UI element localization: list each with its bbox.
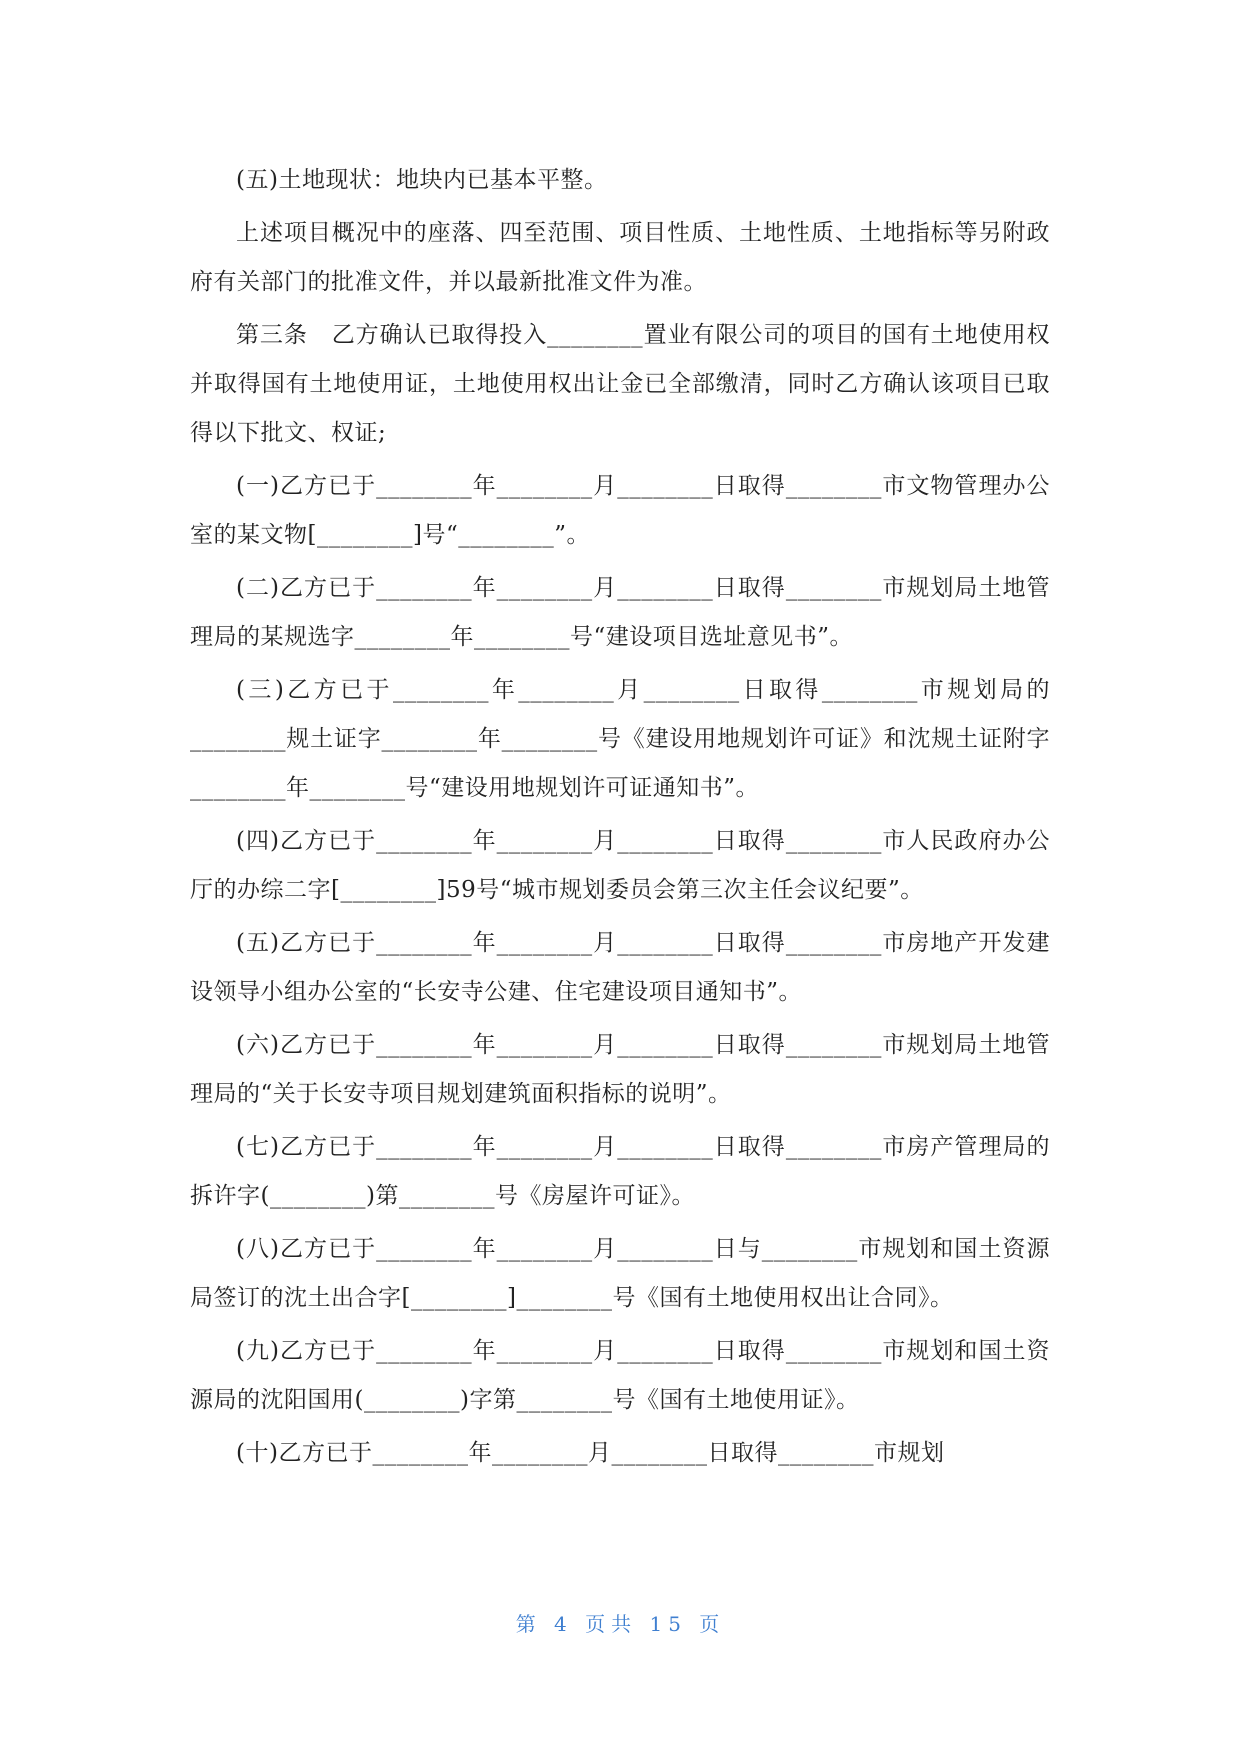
paragraph: (四)乙方已于________年________月________日取得________市人民政府办公厅的办综二字[________]59号“城市规划委员会第三次主任会议纪要”。 bbox=[190, 828, 1050, 903]
paragraph: (五)土地现状：地块内已基本平整。 bbox=[236, 167, 608, 193]
paragraph: (二)乙方已于________年________月________日取得________市规划局土地管理局的某规选字________年________号“建设项目选址意见书”。 bbox=[190, 575, 1050, 650]
paragraph: (一)乙方已于________年________月________日取得________市文物管理办公室的某文物[________]号“________”。 bbox=[190, 473, 1050, 548]
paragraph: (九)乙方已于________年________月________日取得________市规划和国土资源局的沈阳国用(________)字第________号《国有土地使用证》。 bbox=[190, 1338, 1050, 1413]
paragraph: (五)乙方已于________年________月________日取得________市房地产开发建设领导小组办公室的“长安寺公建、住宅建设项目通知书”。 bbox=[190, 930, 1050, 1005]
paragraph: (六)乙方已于________年________月________日取得________市规划局土地管理局的“关于长安寺项目规划建筑面积指标的说明”。 bbox=[190, 1032, 1050, 1107]
paragraph: (八)乙方已于________年________月________日与________市规划和国土资源局签订的沈土出合字[________]________号《国有土地使用权出让合同》。 bbox=[190, 1236, 1050, 1311]
paragraph: (三)乙方已于________年________月________日取得________市规划局的________规土证字________年________号《建设用地规划许可证》和沈规土证附字________年________号“建设用地规划许可证通知书”。 bbox=[190, 677, 1050, 801]
paragraph: (十)乙方已于________年________月________日取得________市规划 bbox=[236, 1440, 945, 1466]
paragraph: 上述项目概况中的座落、四至范围、项目性质、土地性质、土地指标等另附政府有关部门的批准文件，并以最新批准文件为准。 bbox=[190, 220, 1050, 295]
document-body bbox=[190, 156, 1050, 1482]
page-number-footer: 第 4 页共 15 页 bbox=[515, 1612, 726, 1636]
paragraph: (七)乙方已于________年________月________日取得________市房产管理局的拆许字(________)第________号《房屋许可证》。 bbox=[190, 1134, 1050, 1209]
paragraph: 第三条 乙方确认已取得投入________置业有限公司的项目的国有土地使用权并取得国有土地使用证，土地使用权出让金已全部缴清，同时乙方确认该项目已取得以下批文、权证; bbox=[190, 322, 1050, 446]
